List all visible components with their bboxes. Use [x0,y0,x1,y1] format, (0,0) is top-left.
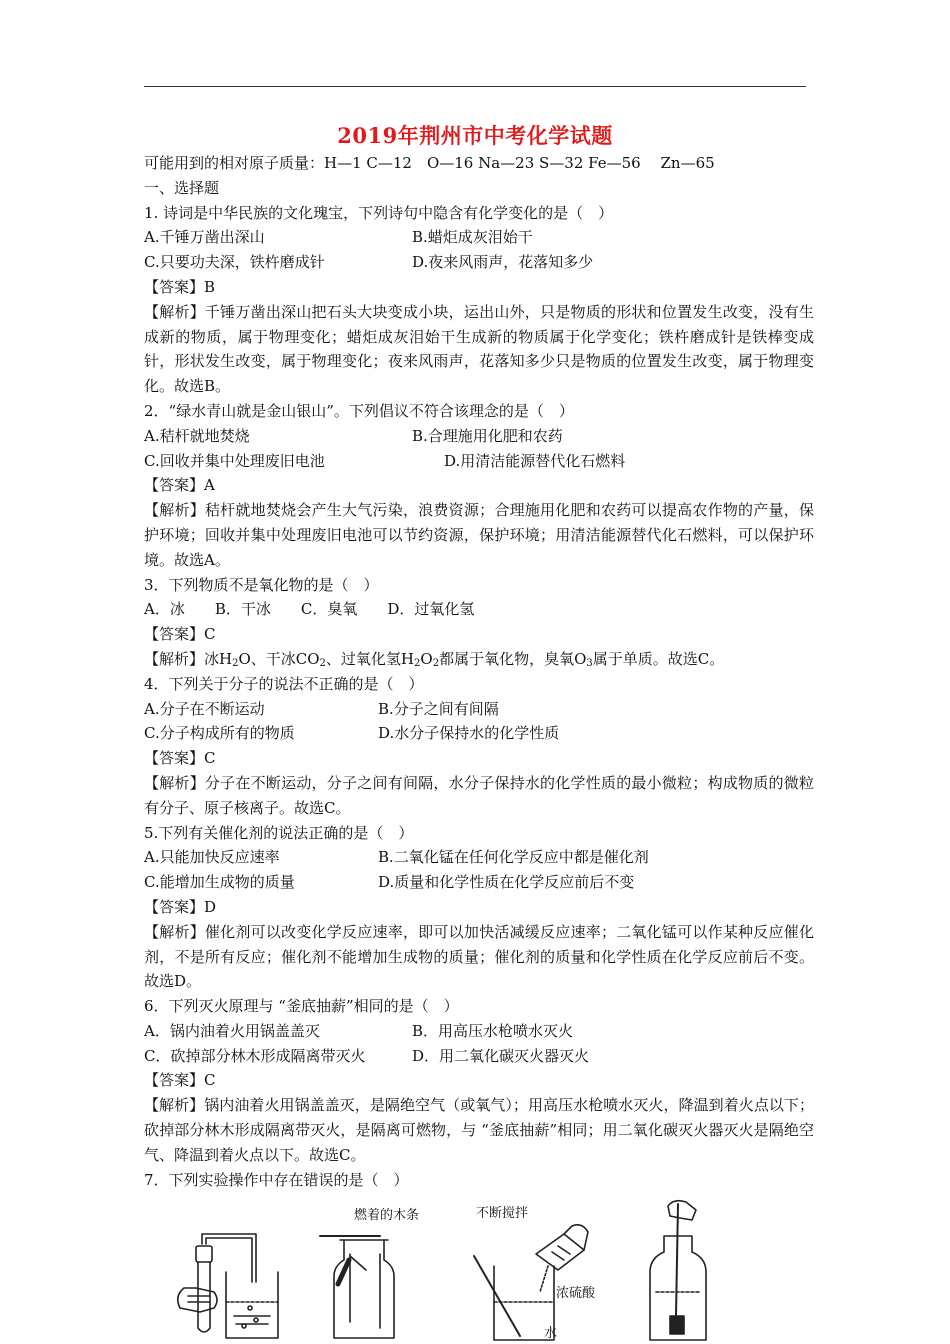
header-rule [144,86,806,87]
option: D.水分子保持水的化学性质 [378,724,560,743]
question-stem: 5.下列有关催化剂的说法正确的是（ ） [144,823,414,842]
question-stem: 2．“绿水青山就是金山银山”。下列倡议不符合该理念的是（ ） [144,401,574,420]
option-row [144,225,814,250]
answer: 【答案】D [144,897,217,916]
subscript: 2 [432,657,440,669]
option: C.只要功夫深，铁杵磨成针 [144,253,325,272]
question-stem: 7．下列实验操作中存在错误的是（ ） [144,1170,409,1189]
option: B.分子之间有间隔 [378,699,499,718]
option-row [144,449,814,474]
option: D.质量和化学性质在化学反应前后不变 [378,873,635,892]
option: A．锅内油着火用锅盖盖灭 [144,1021,320,1040]
question-stem: 1. 诗词是中华民族的文化瑰宝，下列诗句中隐含有化学变化的是（ ） [144,203,614,222]
option: A.只能加快反应速率 [144,848,280,867]
analysis: 【解析】分子在不断运动，分子之间有间隔，水分子保持水的化学性质的最小微粒；构成物质的微粒有分子、原子核离子。故选C。 [144,773,814,817]
atomic-masses: 可能用到的相对原子质量：H—1 C—12 O—16 Na—23 S—32 Fe—56 Zn—65 [144,154,715,172]
option: D.夜来风雨声，花落知多少 [412,253,594,272]
question-stem: 6．下列灭火原理与 “釜底抽薪”相同的是（ ） [144,997,459,1016]
subscript: 2 [319,657,326,669]
exam-content [144,151,814,1192]
option-row [144,721,814,746]
option-row [144,597,814,622]
analysis-text: 都属于氧化物，臭氧O [439,649,587,668]
option-row [144,697,814,722]
experiment-figures [144,1196,806,1344]
airtightness-check-figure [178,1234,278,1338]
analysis-text: 属于单质。故选C。 [592,649,725,668]
option: A.秸杆就地焚烧 [144,426,250,445]
option: B．用高压水枪喷水灭火 [412,1021,574,1040]
analysis: 【解析】秸杆就地焚烧会产生大气污染，浪费资源；合理施用化肥和农药可以提高农作物的产量，保护环境；回收并集中处理废旧电池可以节约资源，保护环境；用清洁能源替代化石燃料，可以保护环境。故选A。 [144,501,814,569]
option: C．砍掉部分林木形成隔离带灭火 [144,1046,366,1065]
option: B．干冰 [214,600,271,619]
option: B.二氧化锰在任何化学反应中都是催化剂 [378,848,649,867]
option-row [144,1019,814,1044]
option: C.分子构成所有的物质 [144,724,295,743]
option: C．臭氧 [300,600,358,619]
option: D．用二氧化碳灭火器灭火 [412,1046,590,1065]
figure-label-acid: 浓硫酸 [556,1286,596,1301]
subscript: 2 [414,657,421,669]
option-row [144,250,814,275]
answer: 【答案】A [144,476,215,495]
option: A.千锤万凿出深山 [144,228,265,247]
analysis: 【解析】催化剂可以改变化学反应速率，即可以加快活减缓反应速率；二氧化锰可以作某种反应催化剂，不是所有反应；催化剂不能增加生成物的质量；催化剂的质量和化学性质在化学反应前后不变。故选D。 [144,922,814,991]
figure-label-water: 水 [544,1326,558,1341]
answer: 【答案】C [144,625,216,644]
experiment-illustrations [144,1196,806,1344]
question-stem: 3．下列物质不是氧化物的是（ ） [144,575,379,594]
option-row [144,424,814,449]
section-heading: 一、选择题 [144,178,220,197]
analysis-text: O [420,649,433,668]
option: C.回收并集中处理废旧电池 [144,451,325,470]
option: A.分子在不断运动 [144,699,265,718]
subscript: 2 [232,657,239,669]
option-row [144,870,814,895]
analysis: 【解析】千锤万凿出深山把石头大块变成小块，运出山外，只是物质的形状和位置发生改变，没有生成新的物质，属于物理变化；蜡炬成灰泪始干生成新的物质属于化学变化；铁杵磨成针是铁棒变成针，形状发生改变，属于物理变化；夜来风雨声，花落知多少只是物质的位置发生改变，属于物理变化。故选B。 [144,302,814,396]
option: B.蜡炬成灰泪始干 [412,228,533,247]
option: C.能增加生成物的质量 [144,873,295,892]
analysis-text: O、干冰CO [238,649,320,668]
question-stem: 4．下列关于分子的说法不正确的是（ ） [144,674,424,693]
answer: 【答案】C [144,1071,216,1090]
option: A．冰 [144,600,185,619]
analysis: 【解析】锅内油着火用锅盖盖灭，是隔绝空气（或氧气）；用高压水枪喷水灭火，降温到着火点以下；砍掉部分林木形成隔离带灭火，是隔离可燃物，与 “釜底抽薪”相同；用二氧化碳灭火器灭火是隔绝空气、降温到着火点以下。故选C。 [144,1096,814,1164]
analysis [144,647,814,672]
answer: 【答案】B [144,277,216,296]
option: D.用清洁能源替代化石燃料 [444,451,626,470]
option: B.合理施用化肥和农药 [412,426,563,445]
stirring-bottle-figure [650,1201,706,1340]
analysis-text: 【解析】冰H [144,649,233,668]
page-title: 2019年荆州市中考化学试题 [337,123,613,148]
option: D．过氧化氢 [387,600,475,619]
burning-splint-figure [320,1236,394,1338]
figure-label-burning-splint: 燃着的木条 [354,1208,420,1223]
option-row [144,1044,814,1069]
figure-label-stir: 不断搅拌 [476,1206,529,1221]
option-row [144,845,814,870]
subscript: 3 [586,657,593,669]
analysis-text: 、过氧化氢H [325,649,415,668]
answer: 【答案】C [144,749,216,768]
